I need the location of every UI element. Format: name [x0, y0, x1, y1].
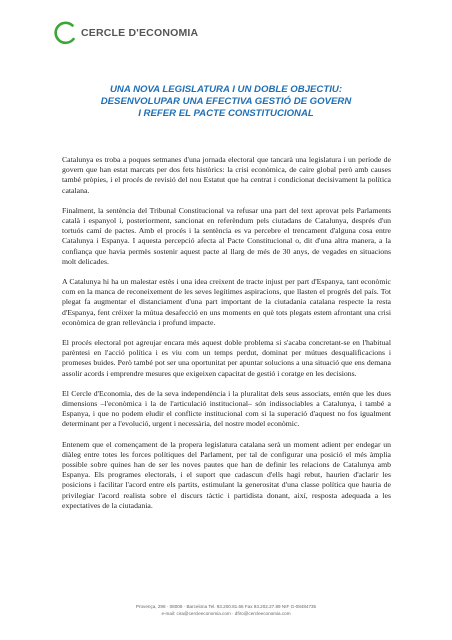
- logo-ring-icon: [52, 20, 78, 46]
- footer-email: e-mail: cira@cercleeconomia.com · dfiro@cercleeconomia.com: [161, 611, 291, 616]
- paragraph: Finalment, la sentència del Tribunal Constitucional va refusar una part del text aprovat pels Parlaments català i espanyol i, posteriorment, sancionat en referèndum pels ciutadans de Catalunya, després d'un tortuós camí de pactes. Amb el procés i la sentència es va percebre el trencament d'alguna cosa entre Catalunya i Espanya. I aquesta percepció afecta al Pacte Constitucional o, dit d'una altra manera, a la confiança que havia permès sostenir aquest pacte al llarg de més de 30 anys, de vegades en situacions molt delicades.: [62, 205, 391, 266]
- paragraph: El procés electoral pot agreujar encara més aquest doble problema si s'acaba concretant-se en l'habitual parèntesi en l'acció política i es viu com un temps perdut, dominat per mútues desqualificacions i promeses buides. Però també pot ser una oportunitat per apuntar solucions a una situació que ens demana assolir acords i emprendre mesures que exigeixen capacitat de gestió i coratge en les decisions.: [62, 338, 391, 378]
- brand-name: CERCLE D'ECONOMIA: [81, 27, 199, 39]
- title-line: UNA NOVA LEGISLATURA I UN DOBLE OBJECTIU:: [109, 84, 343, 95]
- document-body: [62, 155, 391, 521]
- paragraph: A Catalunya hi ha un malestar estès i una idea creixent de tracte injust per part d'Espanya, tant econòmic com en la manca de reconeixement de les seves legítimes aspiracions, que llasten el progrés del país. Tot plegat fa augmentar el distanciament d'una part important de la ciutadania catalana respecte la resta d'Espanya, fent créixer la mútua desafecció en uns moments en què tots plegats estem afrontant una crisi econòmica de gran rellevància i profund impacte.: [62, 277, 391, 327]
- footer-address: Provença, 298 · 08008 · Barcelona Tel. 93.200.81.66 Fax 93.202.27.89 NIF G-08484735: [135, 604, 317, 609]
- title-line: I REFER EL PACTE CONSTITUCIONAL: [138, 108, 314, 119]
- cercle-economia-logo: [52, 20, 198, 46]
- paragraph: Entenem que el començament de la propera legislatura catalana serà un moment adient per endegar un diàleg entre totes les forces polítiques del Parlament, per tal de configurar una posició el més àmplia possible sobre quines han de ser les noves pautes que han de definir les relacions de Catalunya amb Espanya. Els programes electorals, i el suport que cadascun d'ells hagi rebut, haurien d'aclarir les posicions i facilitar l'acord entre els partits, estimulant la generositat d'una classe política que hauria de privilegiar l'acord realista sobre el discurs tàctic i partidista donant, així, resposta adequada a les expectatives de la ciutadania.: [62, 439, 391, 510]
- paragraph: Catalunya es troba a poques setmanes d'una jornada electoral que tancarà una legislatura i un període de govern que han estat marcats per dos fets històrics: la crisi econòmica, de caire global però amb causes també pròpies, i el procés de revisió del nou Estatut que ha centrat i condicionat decisivament la política catalana.: [62, 155, 391, 195]
- paragraph: El Cercle d'Economia, des de la seva independència i la pluralitat dels seus associats, entén que les dues dimensions –l'econòmica i la de l'articulació institucional– són indissociables a Catalunya, i també a Espanya, i que no podem eludir el conflicte institucional com si la superació d'aquest no fos igualment determinant per a l'evolució, urgent i necessària, del nostre model econòmic.: [62, 388, 391, 429]
- title-line: DESENVOLUPAR UNA EFECTIVA GESTIÓ DE GOVERN: [100, 96, 352, 107]
- page-footer: [0, 603, 452, 617]
- document-title: [60, 84, 392, 120]
